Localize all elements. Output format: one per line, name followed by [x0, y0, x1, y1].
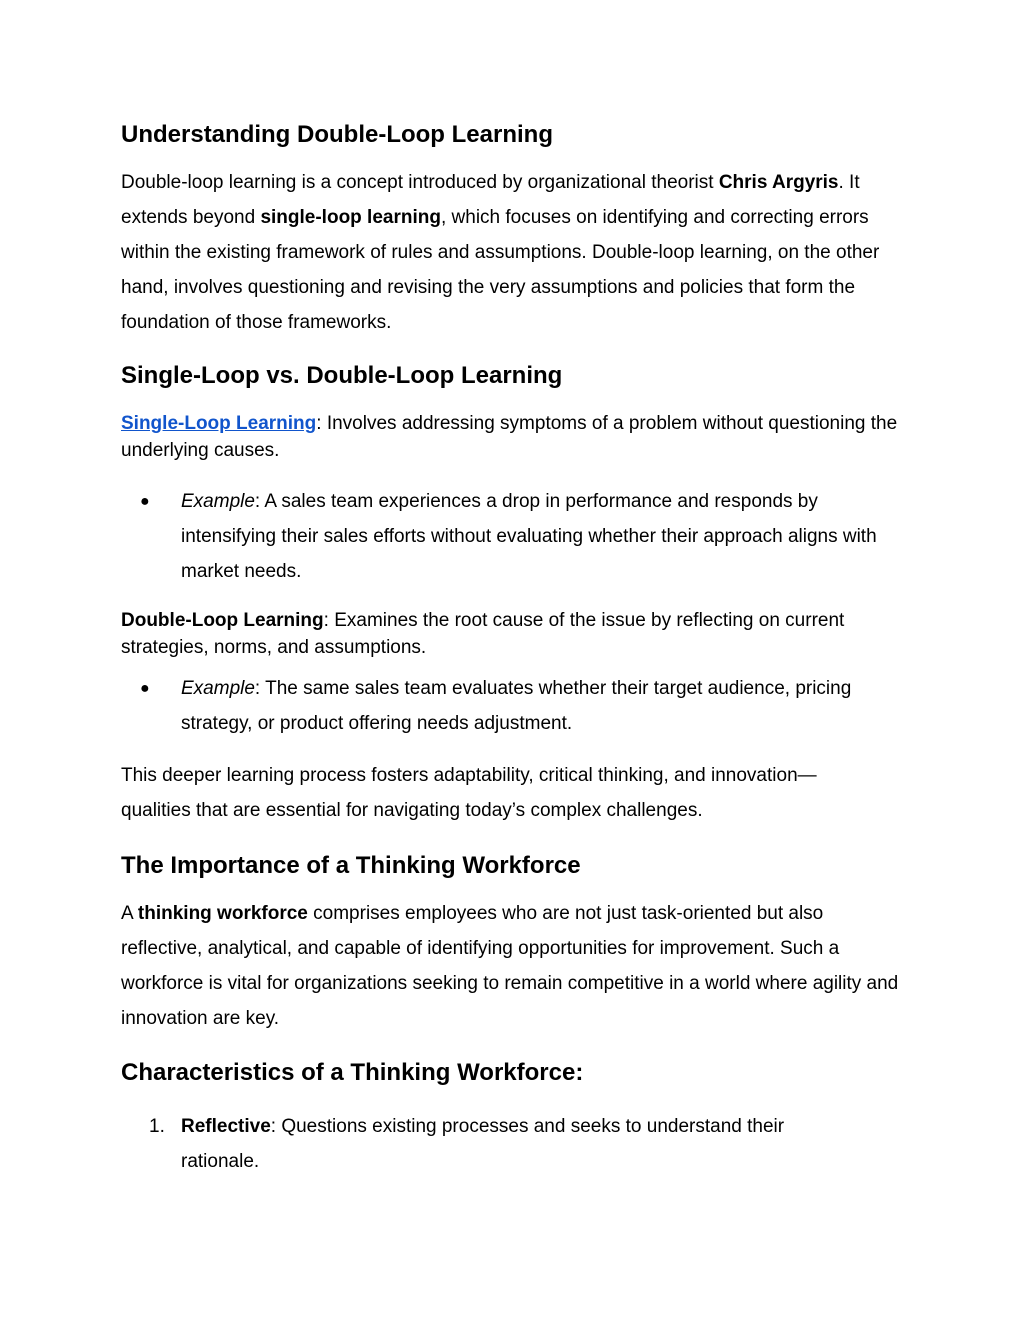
double-loop-paragraph: Double-Loop Learning: Examines the root cause of the issue by reflecting on current strategies, norms, and assumptions.	[121, 610, 845, 658]
single-loop-paragraph: Single-Loop Learning: Involves addressing symptoms of a problem without questioning the underlying causes.	[121, 413, 898, 461]
double-loop-bold: Double-Loop Learning	[121, 610, 324, 631]
importance-paragraph: A thinking workforce comprises employees who are not just task-oriented but also reflective, analytical, and capable of identifying opportunities for improvement. Such a workforce is vital for organizations seeking to remain competitive in a world where agility and innovation are key.	[121, 903, 899, 1029]
heading-characteristics: Characteristics of a Thinking Workforce:	[121, 1059, 584, 1086]
list-item: ● Example: The same sales team evaluates whether their target audience, pricing strategy, or product offering needs adjustment.	[121, 671, 906, 741]
list-item: ● Example: A sales team experiences a drop in performance and responds by intensifying their sales efforts without evaluating whether their approach aligns with market needs.	[121, 484, 906, 589]
double-loop-example-list	[121, 671, 906, 741]
heading-understanding-double-loop: Understanding Double-Loop Learning	[121, 121, 553, 148]
chris-argyris-bold: Chris Argyris	[718, 172, 839, 193]
list-item: 1. Reflective: Questions existing processes and seeks to understand their rationale.	[121, 1109, 906, 1179]
list-number: 1.	[149, 1116, 165, 1137]
intro-paragraph: Double-loop learning is a concept introduced by organizational theorist Chris Argyris. It extends beyond single-loop learning, which focuses on identifying and correcting errors within the existing framework of rules and assumptions. Double-loop learning, on the other hand, involves questioning and revising the very assumptions and policies that form the foundation of those frameworks.	[121, 172, 880, 333]
characteristics-list	[121, 1109, 906, 1179]
single-loop-learning-link[interactable]: Single-Loop Learning	[121, 413, 317, 434]
heading-importance-thinking-workforce: The Importance of a Thinking Workforce	[121, 852, 581, 879]
summary-paragraph: This deeper learning process fosters adaptability, critical thinking, and innovation—qualities that are essential for navigating today’s complex challenges.	[121, 765, 817, 821]
bullet-icon: ●	[140, 680, 150, 697]
heading-single-vs-double: Single-Loop vs. Double-Loop Learning	[121, 362, 563, 389]
single-loop-example-list	[121, 484, 906, 589]
single-loop-bold: single-loop learning	[260, 207, 441, 228]
bullet-icon: ●	[140, 493, 150, 510]
thinking-workforce-bold: thinking workforce	[137, 903, 308, 924]
